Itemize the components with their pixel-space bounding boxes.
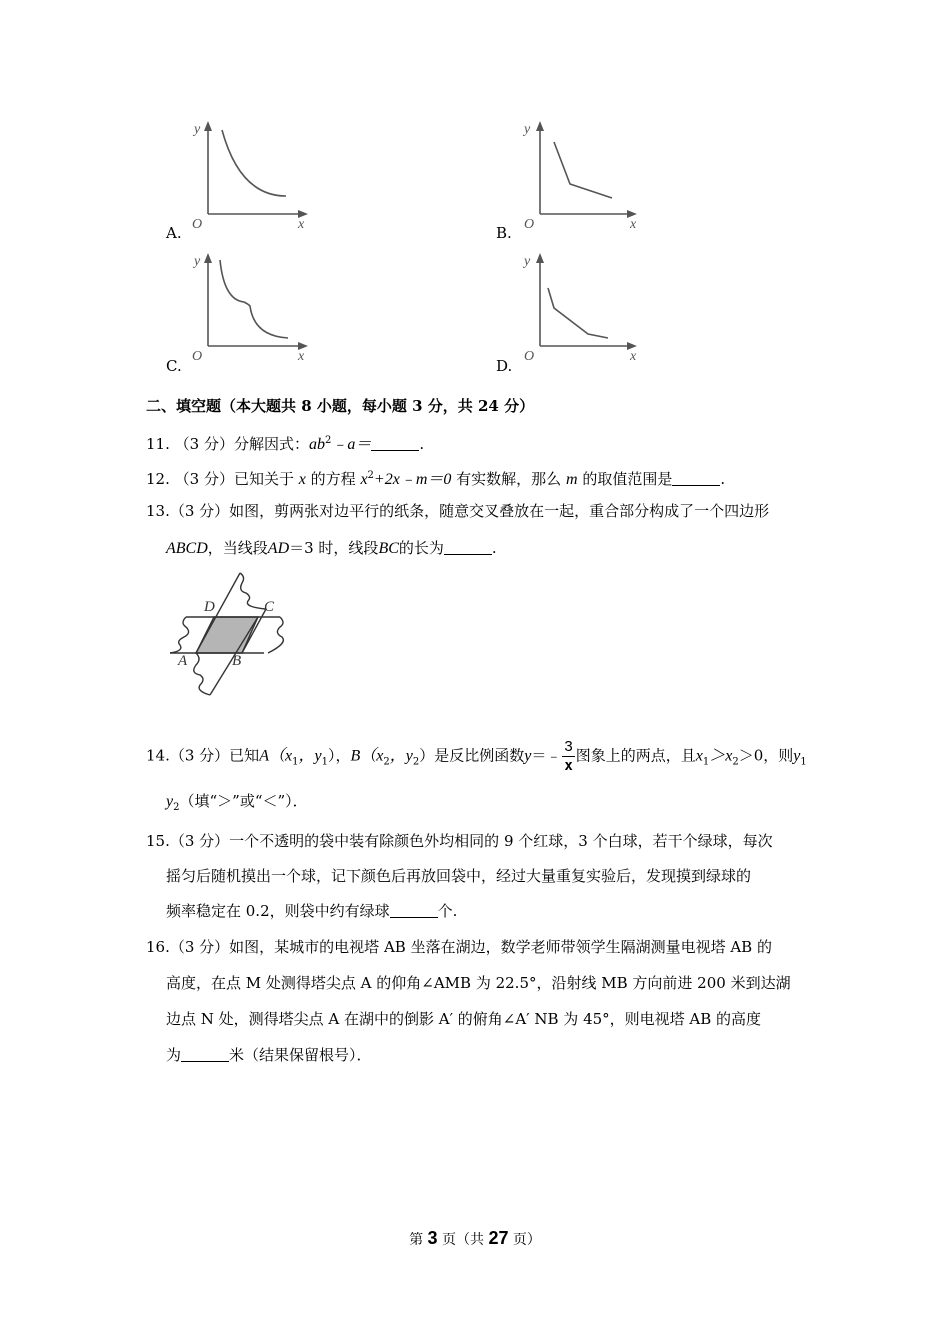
question-score: （3 分） <box>169 502 230 520</box>
math-var: B <box>350 747 361 765</box>
figure-paper-strips <box>160 565 300 705</box>
question-12 <box>146 465 725 491</box>
answer-blank[interactable] <box>371 434 419 451</box>
y-axis-arrow-icon <box>536 121 544 131</box>
page-number: 3 <box>427 1228 438 1248</box>
question-14 <box>146 738 807 775</box>
curve-d <box>548 288 608 338</box>
section-title: 二、填空题（本大题共 8 小题，每小题 3 分，共 24 分） <box>146 397 535 415</box>
point-a-label: A <box>178 653 188 669</box>
math-var: y <box>524 747 532 765</box>
y-axis-arrow-icon <box>204 121 212 131</box>
question-number: 13. <box>146 502 170 520</box>
math-expr: ab <box>308 436 325 453</box>
question-text: 的取值范围是 <box>582 470 673 488</box>
math-expr: ，y <box>389 747 413 765</box>
math-subscript: 2 <box>412 756 420 768</box>
math-exponent: 2 <box>324 435 332 446</box>
origin-label: O <box>192 217 203 230</box>
math-expr: ） <box>419 746 435 765</box>
math-expr: （x <box>360 747 384 765</box>
question-score: （3 分） <box>169 746 230 765</box>
question-number: 16. <box>146 938 170 956</box>
page-footer <box>0 1228 950 1249</box>
question-number: 14. <box>146 746 170 765</box>
question-score: （3 分） <box>169 938 230 956</box>
y-axis-label: y <box>194 254 201 269</box>
x-axis-label: x <box>630 349 637 362</box>
option-d-label: D. <box>496 357 513 375</box>
math-expr: （x <box>268 747 293 765</box>
math-var: m <box>565 471 578 488</box>
question-text: 图象上的两点，且 <box>575 746 696 765</box>
question-14-line2 <box>166 790 308 819</box>
question-13 <box>146 500 769 522</box>
question-text: ＝3 时，线段 <box>289 539 379 557</box>
question-end: . <box>491 539 497 557</box>
graph-option-a <box>180 118 320 230</box>
y-axis-label: y <box>194 122 201 137</box>
option-b-label: B. <box>496 224 512 242</box>
y-axis-label: y <box>524 122 531 137</box>
math-expr: x <box>360 471 368 488</box>
question-text: 一个不透明的袋中装有除颜色外均相同的 9 个红球，3 个白球，若干个绿球，每次 <box>229 832 773 850</box>
question-text: 如图，剪两张对边平行的纸条，随意交叉叠放在一起，重合部分构成了一个四边形 <box>229 502 770 520</box>
math-expr: ＝﹣ <box>531 746 562 765</box>
question-text: 的方程 <box>310 470 356 488</box>
question-text: 是反比例函数 <box>434 746 525 765</box>
point-d-label: D <box>204 599 215 615</box>
math-expr: ﹣a＝ <box>331 436 372 453</box>
graph-option-b <box>512 118 652 230</box>
y-axis-label: y <box>524 254 531 269</box>
math-expr: ＞x <box>709 747 733 765</box>
question-16-line2: 高度，在点 M 处测得塔尖点 A 的仰角∠AMB 为 22.5°，沿射线 MB 方向前进 200 米到达湖 <box>166 974 791 992</box>
question-text: 频率稳定在 0.2，则袋中约有绿球 <box>166 902 390 920</box>
footer-suffix: 页） <box>512 1232 541 1248</box>
option-c-label: C. <box>166 357 182 375</box>
point-b-label: B <box>232 653 242 669</box>
question-text: 有实数解，那么 <box>456 470 562 488</box>
torn-edge-left <box>170 617 189 653</box>
question-text: ，当线段 <box>207 539 268 557</box>
math-var: y <box>793 747 801 765</box>
torn-edge-right <box>268 617 283 653</box>
question-15-line2: 摇匀后随机摸出一个球，记下颜色后再放回袋中，经过大量重复实验后，发现摸到绿球的 <box>166 867 752 885</box>
question-13-line2 <box>166 537 497 560</box>
math-var: x <box>298 471 306 488</box>
question-16-line4 <box>166 1044 372 1066</box>
page-total: 27 <box>488 1228 509 1248</box>
fraction <box>562 738 574 775</box>
origin-label: O <box>524 349 535 362</box>
option-a-label: A. <box>166 224 182 242</box>
footer-prefix: 第 <box>409 1232 424 1248</box>
x-axis-label: x <box>630 217 637 230</box>
curve-c <box>220 260 288 338</box>
answer-blank[interactable] <box>181 1045 229 1062</box>
math-subscript: 1 <box>800 756 807 768</box>
footer-mid: 页（共 <box>441 1232 484 1248</box>
question-score: （3 分） <box>174 435 234 453</box>
question-end: . <box>720 470 726 488</box>
point-c-label: C <box>264 599 275 615</box>
curve-a <box>222 130 286 196</box>
math-var: ABCD <box>166 540 208 557</box>
question-15 <box>146 830 773 852</box>
question-text: 个. <box>437 902 458 920</box>
question-text: 的长为 <box>398 539 444 557</box>
question-score: （3 分） <box>174 470 234 488</box>
question-text: 如图，某城市的电视塔 AB 坐落在湖边，数学老师带领学生隔湖测量电视塔 AB 的 <box>229 938 772 956</box>
origin-label: O <box>192 349 203 362</box>
graph-option-c <box>180 250 320 362</box>
x-axis-label: x <box>298 349 305 362</box>
question-text: 为 <box>166 1046 182 1064</box>
question-number: 12. <box>146 470 170 488</box>
math-expr: ＞0，则 <box>738 746 794 765</box>
math-subscript: 1 <box>321 756 328 768</box>
x-axis-label: x <box>298 217 305 230</box>
question-11 <box>146 430 424 456</box>
math-var: BC <box>378 540 399 557</box>
math-expr: ）， <box>327 746 351 765</box>
question-text: 已知关于 <box>233 470 294 488</box>
torn-edge-bottom <box>194 653 210 695</box>
question-number: 15. <box>146 832 170 850</box>
math-expr: ，y <box>298 747 322 765</box>
math-subscript: 2 <box>383 756 390 768</box>
question-16 <box>146 936 772 958</box>
y-axis-arrow-icon <box>536 253 544 263</box>
fraction-denominator: x <box>564 758 573 774</box>
math-var: AD <box>267 540 290 557</box>
question-text: （填“＞”或“＜”）． <box>179 792 308 810</box>
question-text: 分解因式： <box>233 435 309 453</box>
y-axis-arrow-icon <box>204 253 212 263</box>
answer-blank[interactable] <box>672 469 720 486</box>
answer-blank[interactable] <box>444 538 492 555</box>
question-text: 已知 <box>229 746 260 765</box>
math-var: y <box>166 793 174 810</box>
origin-label: O <box>524 217 535 230</box>
curve-b <box>554 142 612 198</box>
math-var: A <box>259 747 269 765</box>
question-text: 米（结果保留根号）． <box>229 1046 372 1064</box>
math-expr: +2x﹣m＝0 <box>373 471 452 488</box>
graph-option-d <box>512 250 652 362</box>
torn-edge-top <box>240 573 266 609</box>
math-expr: x <box>695 747 703 765</box>
math-subscript: 2 <box>173 802 180 813</box>
question-end: . <box>419 435 425 453</box>
question-16-line3: 边点 N 处，测得塔尖点 A 在湖中的倒影 A′ 的俯角∠A′ NB 为 45°，则电视塔 AB 的高度 <box>166 1010 762 1028</box>
math-subscript: 2 <box>732 756 739 768</box>
fraction-numerator: 3 <box>564 738 573 755</box>
question-number: 11. <box>146 435 170 453</box>
answer-blank[interactable] <box>390 901 438 918</box>
math-subscript: 1 <box>702 756 710 768</box>
math-exponent: 2 <box>367 470 374 481</box>
math-subscript: 1 <box>292 756 299 768</box>
question-15-line3 <box>166 900 457 922</box>
question-score: （3 分） <box>169 832 230 850</box>
